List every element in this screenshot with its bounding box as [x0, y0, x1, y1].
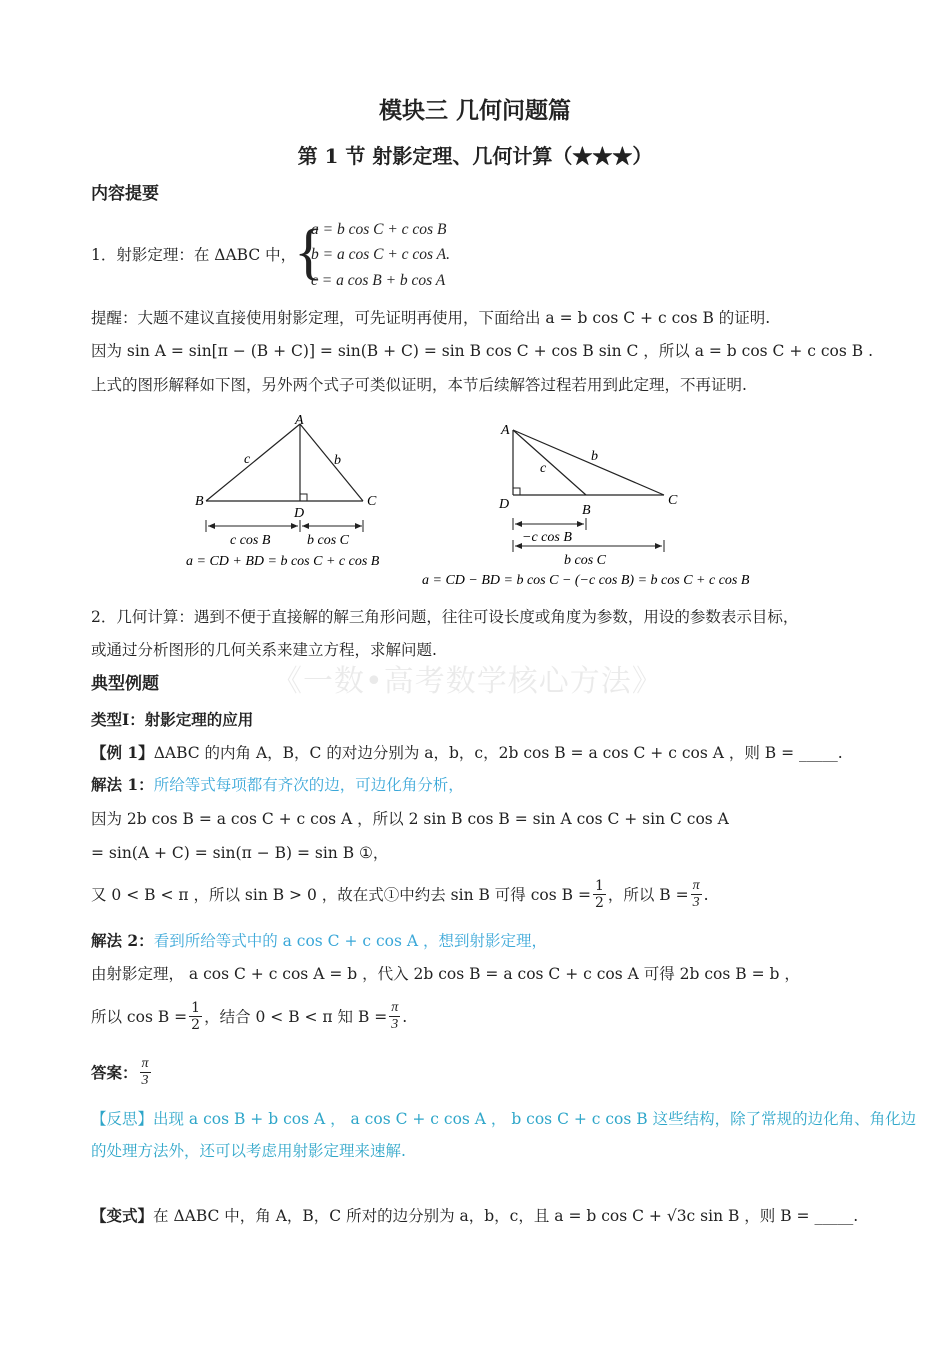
- label-ccosB: c cos B: [230, 533, 271, 548]
- figure-explanation-line: 上式的图形解释如下图，另外两个式子可类似证明，本节后续解答过程若用到此定理，不再证明.: [91, 376, 747, 394]
- page-title: 模块三 几何问题篇: [378, 97, 571, 124]
- label-B: B: [582, 503, 591, 518]
- label-D: D: [294, 506, 305, 521]
- left-brace: {: [294, 218, 324, 286]
- frac-den: 2: [191, 1017, 201, 1033]
- figure-right-equation: a = CD − BD = b cos C − (−c cos B) = b cos C + c cos B: [422, 573, 750, 588]
- side-b: [300, 424, 363, 501]
- solution2-hint-line: [91, 930, 547, 952]
- label-A: A: [501, 423, 510, 438]
- sol2-l2-mid: ，结合 0 < B < π 知 B =: [204, 1007, 388, 1026]
- sol2-l2-end: .: [402, 1007, 408, 1026]
- type1-heading: 类型Ⅰ：射影定理的应用: [91, 710, 254, 729]
- arrow-head: [515, 521, 522, 527]
- reflection-line2: 的处理方法外，还可以考虑用射影定理来速解.: [91, 1142, 406, 1160]
- solution1-hint: 所给等式每项都有齐次的边，可边化角分析，: [153, 776, 464, 794]
- frac-num: π: [692, 878, 700, 893]
- label-bcosC: b cos C: [564, 553, 606, 568]
- right-angle-mark: [513, 488, 520, 495]
- solution1-hint-line: [91, 774, 464, 796]
- label-C: C: [668, 493, 678, 508]
- reminder-line: 提醒：大题不建议直接使用射影定理，可先证明再使用，下面给出 a = b cos C + c cos B 的证明.: [91, 309, 771, 327]
- figure-right-triangle: [418, 412, 778, 592]
- variant-tag: 【变式】: [91, 1206, 154, 1225]
- sol1-l3-pre: 又 0 < B < π ，所以 sin B > 0 ，故在式①中约去 sin B 可得 cos B =: [91, 885, 591, 904]
- examples-heading: 典型例题: [91, 674, 159, 694]
- item2-line2: 或通过分析图形的几何关系来建立方程，求解问题.: [91, 641, 437, 659]
- answer-line: [91, 1056, 153, 1089]
- watermark: 《一数•高考数学核心方法》: [272, 664, 663, 699]
- solution1-line2: = sin(A + C) = sin(π − B) = sin B ①，: [91, 844, 389, 862]
- frac-den: 3: [141, 1073, 149, 1088]
- proof-line: 因为 sin A = sin[π − (B + C)] = sin(B + C) = sin B cos C + cos B sin C ，所以 a = b cos C + c cos B .: [91, 342, 874, 360]
- frac-den: 3: [692, 895, 700, 910]
- sol1-l3-end: .: [703, 885, 709, 904]
- arrow-head: [577, 521, 584, 527]
- solution2-hint: 看到所给等式中的 a cos C + c cos A ，想到射影定理，: [153, 932, 548, 950]
- arrow-head: [208, 523, 215, 529]
- figure-left-triangle: [180, 408, 410, 578]
- frac-den: 2: [594, 895, 604, 911]
- label-b: b: [591, 449, 598, 464]
- arrow-head: [302, 523, 309, 529]
- fraction-pi-over-3: [691, 878, 702, 911]
- example1-text: ΔABC 的内角 A，B，C 的对边分别为 a，b，c，2b cos B = a cos C + c cos A ，则 B = _____.: [153, 744, 843, 762]
- fraction-one-half: [593, 878, 606, 911]
- sol2-l2-pre: 所以 cos B =: [91, 1007, 188, 1026]
- solution1-line3: [91, 878, 709, 911]
- side-b: [513, 430, 664, 495]
- section-title: 第 1 节 射影定理、几何计算（★★★）: [297, 144, 653, 168]
- solution2-line1: 由射影定理， a cos C + c cos A = b ，代入 2b cos B = a cos C + c cos A 可得 2b cos B = b ，: [91, 965, 800, 983]
- frac-num: π: [141, 1056, 149, 1071]
- label-bcosC: b cos C: [307, 533, 349, 548]
- arrow-head: [655, 543, 662, 549]
- label-c: c: [244, 452, 251, 467]
- formula-a: a = b cos C + c cos B: [311, 221, 447, 238]
- formula-b: b = a cos C + c cos A.: [311, 246, 451, 263]
- frac-den: 3: [391, 1017, 399, 1032]
- answer-label: 答案：: [91, 1062, 138, 1082]
- label-neg-ccosB: −c cos B: [522, 530, 572, 545]
- example1: [91, 742, 843, 764]
- formula-c: c = a cos B + b cos A: [311, 272, 446, 289]
- content-summary-heading: 内容提要: [91, 184, 159, 204]
- label-b: b: [334, 453, 341, 468]
- side-c: [513, 430, 586, 495]
- label-D: D: [499, 497, 510, 512]
- variant-text: 在 ΔABC 中，角 A，B，C 所对的边分别为 a，b，c，且 a = b cos C + √3c sin B ，则 B = _____.: [153, 1207, 859, 1225]
- frac-num: 1: [594, 878, 604, 894]
- answer-fraction: [140, 1056, 151, 1089]
- variant: [91, 1205, 858, 1227]
- label-A: A: [295, 413, 304, 428]
- item2-line1: 2．几何计算：遇到不便于直接解的解三角形问题，往往可设长度或角度为参数，用设的参数表示目标，: [91, 608, 799, 626]
- side-c: [206, 424, 300, 501]
- label-c: c: [540, 461, 547, 476]
- fraction-pi-over-3: [389, 1000, 400, 1033]
- solution2-line2: [91, 1000, 407, 1033]
- label-B: B: [195, 494, 204, 509]
- arrow-head: [291, 523, 298, 529]
- solution1-line1: 因为 2b cos B = a cos C + c cos A ，所以 2 sin B cos B = sin A cos C + sin C cos A: [91, 810, 729, 828]
- reflection-line1: 【反思】出现 a cos B + b cos A ， a cos C + c cos A ， b cos C + c cos B 这些结构，除了常规的边化角、角化边: [91, 1110, 917, 1128]
- solution1-tag: 解法 1：: [91, 775, 154, 794]
- fraction-one-half: [189, 1000, 202, 1033]
- label-C: C: [367, 494, 377, 509]
- example1-tag: 【例 1】: [91, 743, 154, 762]
- right-angle-mark: [300, 494, 307, 501]
- figure-left-equation: a = CD + BD = b cos C + c cos B: [186, 554, 380, 569]
- frac-num: π: [391, 1000, 399, 1015]
- solution2-tag: 解法 2：: [91, 931, 154, 950]
- arrow-head: [355, 523, 362, 529]
- arrow-head: [515, 543, 522, 549]
- frac-num: 1: [191, 1000, 201, 1016]
- projection-theorem-label: 1．射影定理：在 ΔABC 中，: [91, 246, 297, 264]
- sol1-l3-mid: ，所以 B =: [607, 885, 689, 904]
